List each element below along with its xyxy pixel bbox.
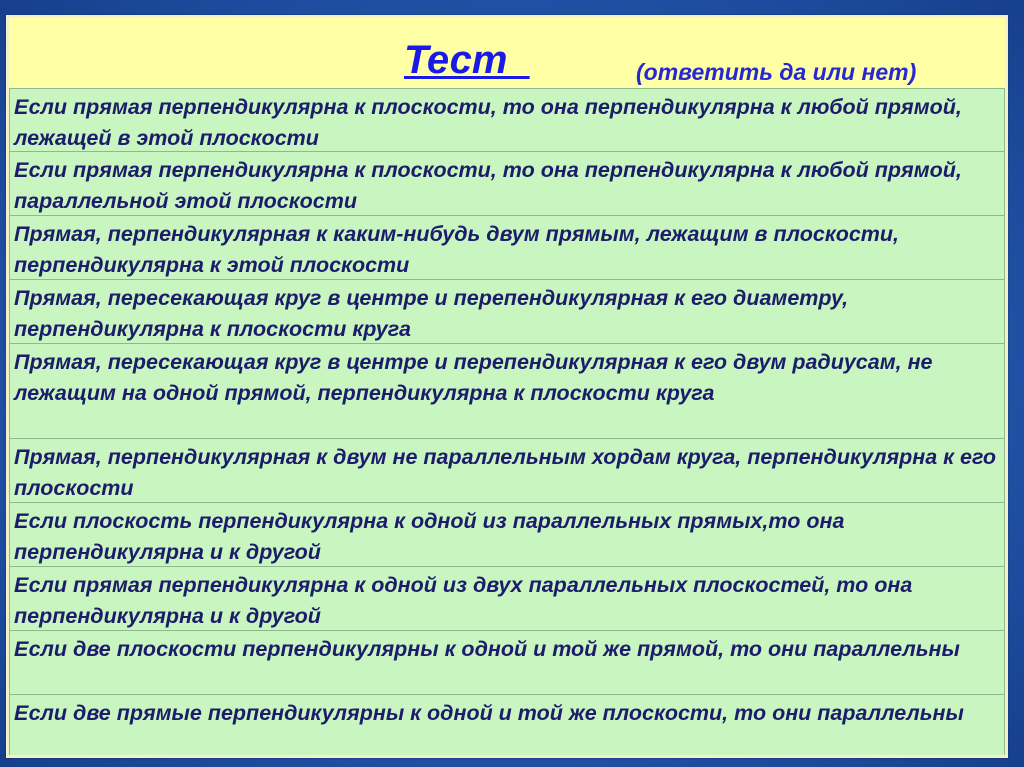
statement-row-8: Если прямая перпендикулярна к одной из двух параллельных плоскостей, то она перпендикулярна и к другой	[9, 567, 1005, 631]
statement-row-10: Если две прямые перпендикулярны к одной и той же плоскости, то они параллельны	[9, 695, 1005, 758]
slide-header	[9, 18, 1005, 86]
slide-title: Тест	[404, 38, 530, 82]
statement-row-2: Если прямая перпендикулярна к плоскости, то она перпендикулярна к любой прямой, параллельной этой плоскости	[9, 152, 1005, 216]
statement-row-6: Прямая, перпендикулярная к двум не параллельным хордам круга, перпендикулярна к его плоскости	[9, 439, 1005, 503]
statement-row-5: Прямая, пересекающая круг в центре и перепендикулярная к его двум радиусам, не лежащим на одной прямой, перпендикулярна к плоскости круга	[9, 344, 1005, 439]
slide	[6, 15, 1008, 758]
statement-row-9: Если две плоскости перпендикулярны к одной и той же прямой, то они параллельны	[9, 631, 1005, 695]
statement-row-1: Если прямая перпендикулярна к плоскости, то она перпендикулярна к любой прямой, лежащей в этой плоскости	[9, 88, 1005, 152]
slide-subtitle: (ответить да или нет)	[636, 59, 917, 85]
statement-row-7: Если плоскость перпендикулярна к одной из параллельных прямых,то она перпендикулярна и к другой	[9, 503, 1005, 567]
statement-row-4: Прямая, пересекающая круг в центре и перепендикулярная к его диаметру, перпендикулярна к плоскости круга	[9, 280, 1005, 344]
statement-row-3: Прямая, перпендикулярная к каким-нибудь двум прямым, лежащим в плоскости, перпендикулярна к этой плоскости	[9, 216, 1005, 280]
statement-table	[9, 88, 1005, 758]
